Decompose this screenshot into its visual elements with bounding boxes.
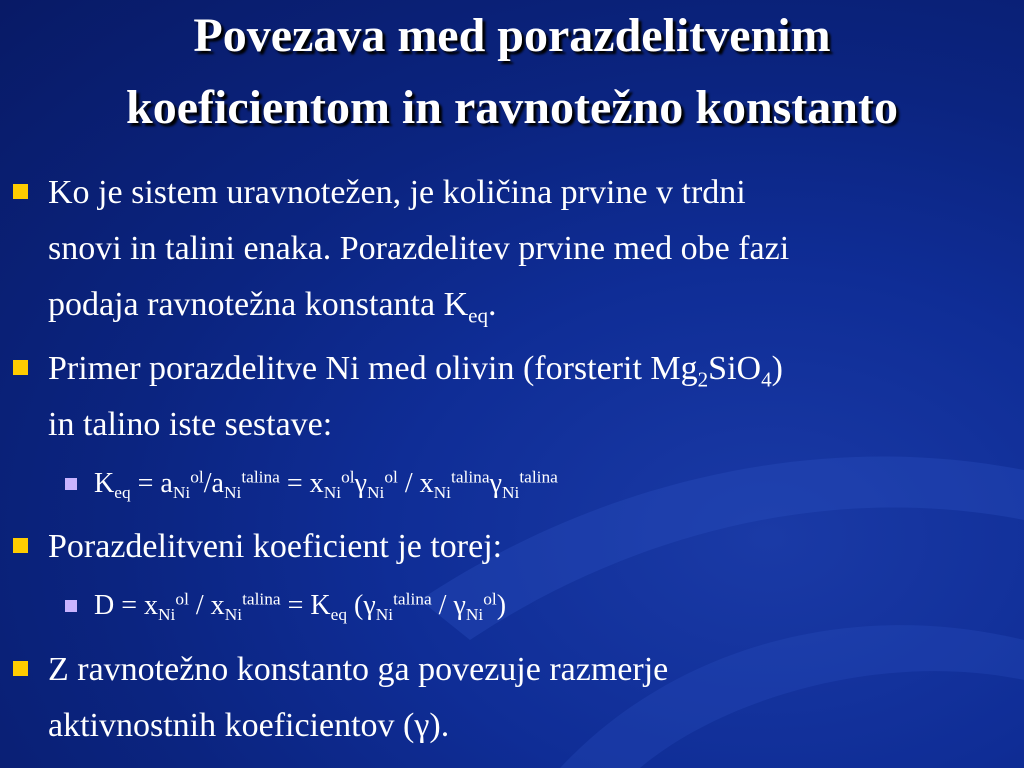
- superscript: ol: [190, 467, 204, 487]
- superscript: ol: [341, 467, 355, 487]
- text: D = x: [94, 590, 159, 621]
- text: SiO: [708, 350, 762, 387]
- bullet-square-icon: [13, 360, 28, 375]
- text: γ: [489, 468, 502, 499]
- superscript: ol: [384, 467, 398, 487]
- subscript: Ni: [224, 605, 243, 625]
- superscript: ol: [175, 589, 189, 609]
- sub-bullet-square-icon: [65, 478, 77, 490]
- subscript: 4: [761, 367, 772, 392]
- subscript: Ni: [375, 605, 394, 625]
- bullet-1-line-3: [48, 277, 1013, 333]
- text: Primer porazdelitve Ni med olivin (forsterit Mg: [48, 350, 698, 387]
- superscript: talina: [242, 589, 281, 609]
- subscript: Ni: [158, 605, 176, 625]
- superscript: talina: [519, 467, 558, 487]
- text: .: [488, 286, 497, 323]
- subscript: Ni: [323, 483, 342, 503]
- text: / x: [188, 590, 225, 621]
- text: = a: [130, 468, 173, 499]
- text: podaja ravnotežna konstanta K: [48, 286, 469, 323]
- text: (γ: [347, 590, 376, 621]
- text: ): [771, 350, 783, 387]
- superscript: talina: [241, 467, 280, 487]
- subscript: Ni: [172, 483, 191, 503]
- text: /a: [203, 468, 224, 499]
- equation-d: [94, 586, 1014, 626]
- subscript: Ni: [366, 483, 385, 503]
- subscript: 2: [697, 367, 709, 392]
- bullet-square-icon: [13, 538, 28, 553]
- superscript: talina: [451, 467, 490, 487]
- subscript: eq: [468, 303, 489, 328]
- subscript: Ni: [223, 483, 242, 503]
- superscript: ol: [483, 589, 497, 609]
- text: = K: [280, 590, 331, 621]
- text: = x: [279, 468, 324, 499]
- bullet-1-line-1: Ko je sistem uravnotežen, je količina prvine v trdni: [48, 174, 746, 211]
- text: K: [94, 468, 115, 499]
- subscript: Ni: [433, 483, 451, 503]
- sub-bullet-square-icon: [65, 600, 77, 612]
- text: / γ: [431, 590, 466, 621]
- equation-keq: [94, 464, 1014, 504]
- superscript: talina: [393, 589, 432, 609]
- bullet-4-line-1: Z ravnotežno konstanto ga povezuje razmerje: [48, 651, 669, 688]
- bullet-4-line-2: aktivnostnih koeficientov (γ).: [48, 707, 450, 744]
- title-line-2: koeficientom in ravnotežno konstanto: [126, 81, 898, 134]
- text: ): [496, 590, 507, 621]
- bullet-1-line-2: snovi in talini enaka. Porazdelitev prvine med obe fazi: [48, 230, 790, 267]
- subscript: eq: [114, 483, 131, 503]
- title-line-1: Povezava med porazdelitvenim: [193, 9, 831, 62]
- subscript: Ni: [501, 483, 520, 503]
- bullet-3: Porazdelitveni koeficient je torej:: [48, 528, 503, 565]
- bullet-square-icon: [13, 661, 28, 676]
- bullet-2-line-1: [48, 341, 1013, 397]
- text: γ: [354, 468, 367, 499]
- subscript: Ni: [465, 605, 484, 625]
- bullet-2-line-2: in talino iste sestave:: [48, 406, 333, 443]
- bullet-square-icon: [13, 184, 28, 199]
- text: / x: [397, 468, 434, 499]
- subscript: eq: [330, 605, 348, 625]
